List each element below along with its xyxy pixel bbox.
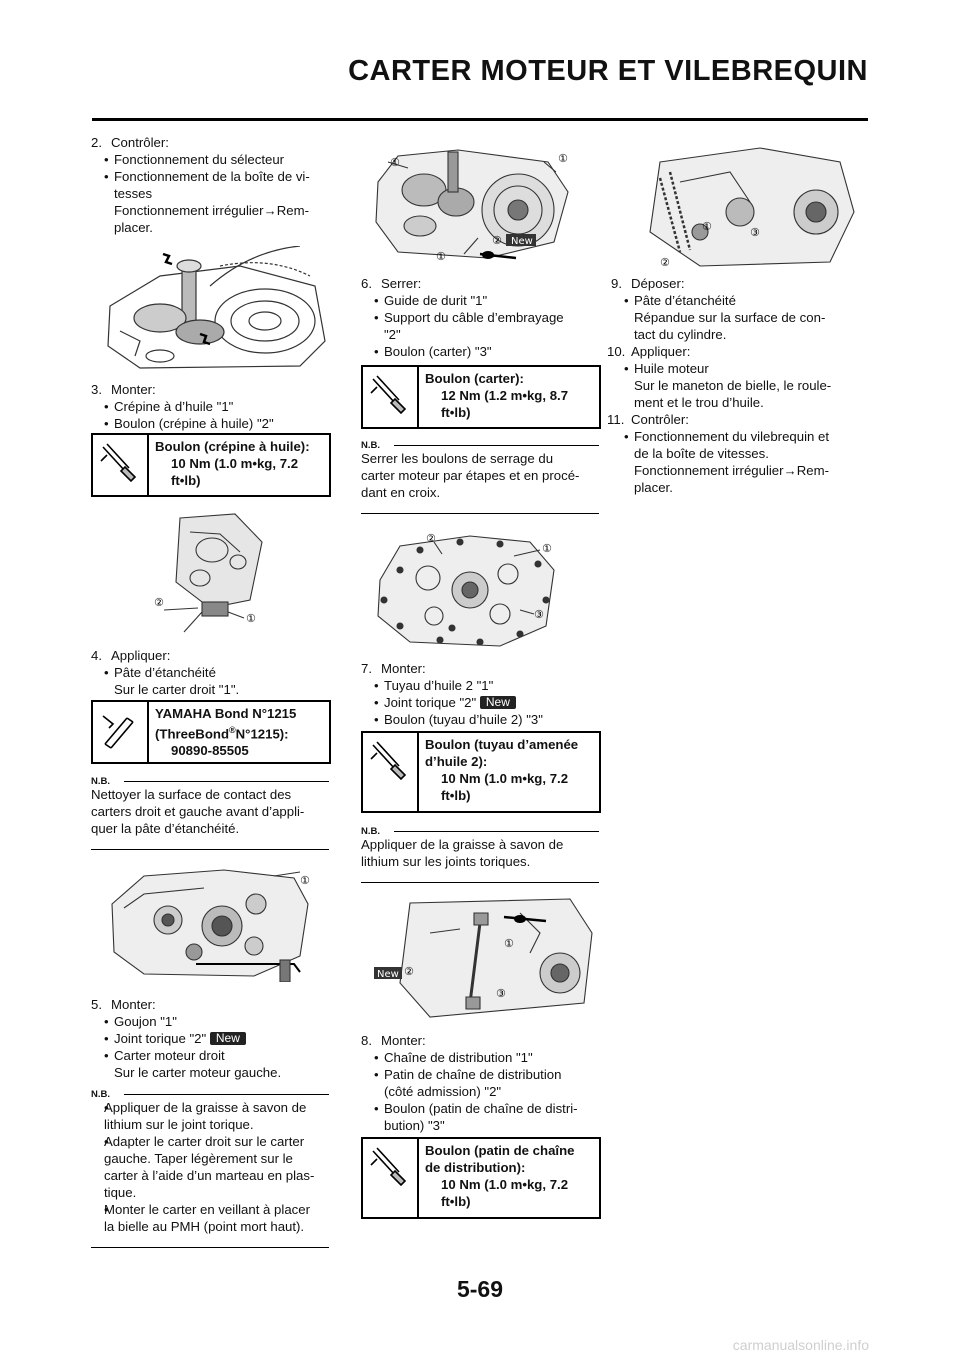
- note-item: • Monter le carter en veillant à placer: [91, 1201, 329, 1218]
- fail-action: Rem-: [276, 203, 309, 218]
- bullet: • Huile moteur: [611, 360, 849, 377]
- registered-mark: ®: [229, 725, 236, 735]
- spec-label: N°1215):: [235, 726, 289, 742]
- spec-value: 10 Nm (1.0 m•kg, 7.2: [441, 1177, 569, 1192]
- bullet: • Chaîne de distribution "1": [361, 1049, 599, 1066]
- note-block-5: [91, 1085, 329, 1248]
- note-heading: N.B.: [361, 826, 380, 837]
- callout-3: ③: [496, 987, 506, 1000]
- callout-2: ②: [404, 965, 414, 978]
- step-number: 9.: [611, 276, 622, 291]
- step-title: Serrer:: [381, 276, 422, 291]
- spec-value-cont: ft•lb): [441, 1194, 471, 1209]
- column-1-step4: [91, 647, 329, 698]
- column-1-step3: [91, 381, 329, 432]
- note-line: quer la pâte d’étanchéité.: [91, 821, 240, 836]
- callout-1: ①: [558, 152, 568, 165]
- note-block-6: [361, 436, 599, 514]
- note-line: dant en croix.: [361, 485, 441, 500]
- figure-oil-strainer: [150, 512, 270, 640]
- callout-3: ③: [750, 226, 760, 239]
- column-3: [607, 275, 849, 496]
- note-item-cont: la bielle au PMH (point mort haut).: [104, 1219, 305, 1234]
- note-heading: N.B.: [91, 1089, 110, 1100]
- spec-label: Boulon (carter):: [425, 371, 524, 386]
- step-title: Contrôler:: [631, 412, 689, 427]
- page-title: CARTER MOTEUR ET VILEBREQUIN: [348, 55, 868, 87]
- sealant-tube-icon: [93, 702, 149, 762]
- column-2-step6: [361, 275, 599, 360]
- bullet: [91, 1030, 329, 1047]
- step-title: Monter:: [381, 1033, 426, 1048]
- bullet-cont: tesses: [114, 186, 153, 201]
- spec-value: 10 Nm (1.0 m•kg, 7.2: [171, 456, 299, 471]
- fail-line: [91, 202, 329, 219]
- watermark: carmanualsonline.info: [732, 1337, 869, 1353]
- fail-text: Fonctionnement irrégulier: [114, 203, 264, 218]
- bullet-sub: Sur le carter moteur gauche.: [114, 1065, 282, 1080]
- step-number: 4.: [91, 648, 102, 663]
- note-line: Appliquer de la graisse à savon de: [361, 837, 564, 852]
- note-heading: N.B.: [91, 776, 110, 787]
- spec-label: (ThreeBond: [155, 726, 229, 742]
- step-title: Appliquer:: [111, 648, 171, 663]
- new-part-badge: New: [480, 696, 516, 709]
- spec-label: YAMAHA Bond N°1215: [155, 706, 297, 721]
- note-item-cont: tique.: [104, 1185, 137, 1200]
- bullet: • Pâte d’étanchéité: [91, 664, 329, 681]
- column-1-step5: [91, 996, 329, 1081]
- note-line: Nettoyer la surface de contact des: [91, 787, 292, 802]
- spec-value-cont: ft•lb): [441, 405, 471, 420]
- spec-label: d’huile 2):: [425, 754, 488, 769]
- step-number: 8.: [361, 1033, 372, 1048]
- spec-value-cont: ft•lb): [171, 473, 201, 488]
- bullet-sub: tact du cylindre.: [634, 327, 727, 342]
- spec-value: 12 Nm (1.2 m•kg, 8.7: [441, 388, 569, 403]
- note-item-cont: lithium sur le joint torique.: [104, 1117, 254, 1132]
- note-item-cont: gauche. Taper légèrement sur le: [104, 1151, 293, 1166]
- bullet: • Boulon (carter) "3": [361, 343, 599, 360]
- bullet-sub: Sur le carter droit "1".: [114, 682, 240, 697]
- callout-2: ②: [492, 234, 502, 247]
- note-line: Serrer les boulons de serrage du: [361, 451, 554, 466]
- note-item: • Appliquer de la graisse à savon de: [91, 1099, 329, 1116]
- bullet-text: Joint torique "2": [384, 695, 477, 710]
- step-number: 2.: [91, 135, 102, 150]
- step-number: 6.: [361, 276, 372, 291]
- torque-wrench-icon: [93, 435, 149, 495]
- bullet-cont: bution) "3": [384, 1118, 445, 1133]
- torque-spec-crankcase-bolt: [361, 365, 601, 429]
- spec-part-number: 90890-85505: [171, 743, 249, 759]
- note-line: carters droit et gauche avant d’appli-: [91, 804, 305, 819]
- note-block-7: [361, 822, 599, 883]
- figure-crankcase-bolt-pattern: [370, 530, 570, 652]
- bullet-text: Joint torique "2": [114, 1031, 207, 1046]
- bullet: • Boulon (crépine à huile) "2": [91, 415, 329, 432]
- bullet-sub: ment et le trou d’huile.: [634, 395, 764, 410]
- bullet-cont: de la boîte de vitesses.: [634, 446, 769, 461]
- bullet: • Pâte d’étanchéité: [611, 292, 849, 309]
- callout-1: ①: [436, 250, 446, 263]
- step-title: Déposer:: [631, 276, 685, 291]
- bullet: • Fonctionnement du sélecteur: [91, 151, 329, 168]
- note-item-cont: carter à l’aide d’un marteau en plas-: [104, 1168, 315, 1183]
- fail-line: [611, 462, 849, 479]
- step-number: 10.: [607, 344, 626, 359]
- torque-wrench-icon: [363, 367, 419, 427]
- column-2-step7: [361, 660, 599, 728]
- torque-wrench-icon: [363, 733, 419, 811]
- step-number: 11.: [607, 412, 625, 427]
- bullet-cont: (côté admission) "2": [384, 1084, 502, 1099]
- bullet: • Fonctionnement du vilebrequin et: [611, 428, 849, 445]
- bullet: • Carter moteur droit: [91, 1047, 329, 1064]
- figure-crankcase-top: [368, 142, 578, 270]
- callout-1: ①: [390, 156, 400, 169]
- callout-1: ①: [300, 874, 310, 887]
- step-2: [91, 134, 329, 236]
- step-number: 7.: [361, 661, 372, 676]
- step-number: 3.: [91, 382, 102, 397]
- note-line: lithium sur les joints toriques.: [361, 854, 531, 869]
- fail-line-cont: placer.: [634, 480, 673, 495]
- step-title: Appliquer:: [631, 344, 691, 359]
- bullet: • Boulon (tuyau d’huile 2) "3": [361, 711, 599, 728]
- bullet: • Guide de durit "1": [361, 292, 599, 309]
- title-rule: [92, 118, 868, 121]
- column-2-step8: [361, 1032, 599, 1134]
- arrow-icon: →: [263, 203, 277, 218]
- step-title: Monter:: [381, 661, 426, 676]
- column-1: [91, 134, 329, 236]
- step-title: Monter:: [111, 382, 156, 397]
- new-part-badge: New: [511, 236, 533, 247]
- fail-action: Rem-: [796, 463, 829, 478]
- callout-2: ②: [154, 596, 164, 609]
- callout-2: ②: [660, 256, 670, 269]
- spec-value-cont: ft•lb): [441, 788, 471, 803]
- spec-label: Boulon (tuyau d’amenée: [425, 737, 579, 752]
- bullet-sub: Sur le maneton de bielle, le roule-: [634, 378, 832, 393]
- torque-spec-oil-pipe-bolt: [361, 731, 601, 813]
- callout-1: ①: [504, 937, 514, 950]
- note-line: carter moteur par étapes et en procé-: [361, 468, 580, 483]
- bullet: • Boulon (patin de chaîne de distri-: [361, 1100, 599, 1117]
- figure-crankcase-sealant: [104, 864, 326, 982]
- figure-timing-chain: [640, 142, 860, 272]
- torque-wrench-icon: [363, 1139, 419, 1217]
- bullet-cont: "2": [384, 327, 401, 342]
- note-heading: N.B.: [361, 440, 380, 451]
- callout-1: ①: [542, 542, 552, 555]
- callout-1: ①: [702, 220, 712, 233]
- callout-2: ②: [426, 532, 436, 545]
- fail-text: Fonctionnement irrégulier: [634, 463, 784, 478]
- bullet: • Tuyau d’huile 2 "1": [361, 677, 599, 694]
- bullet: [361, 694, 599, 711]
- bullet-sub: Répandue sur la surface de con-: [634, 310, 826, 325]
- spec-value: 10 Nm (1.0 m•kg, 7.2: [441, 771, 569, 786]
- bullet: • Patin de chaîne de distribution: [361, 1066, 599, 1083]
- spec-label: Boulon (crépine à huile):: [155, 439, 310, 454]
- figure-oil-pipe: [370, 893, 600, 1023]
- torque-spec-oil-strainer-bolt: [91, 433, 331, 497]
- figure-selector-check: [100, 246, 330, 372]
- new-part-badge: New: [210, 1032, 246, 1045]
- bullet: • Support du câble d’embrayage: [361, 309, 599, 326]
- fail-line-cont: placer.: [114, 220, 153, 235]
- spec-label: de distribution):: [425, 1160, 526, 1175]
- step-number: 5.: [91, 997, 102, 1012]
- note-item: • Adapter le carter droit sur le carter: [91, 1133, 329, 1150]
- note-block-4: [91, 772, 329, 850]
- torque-spec-chain-guide-bolt: [361, 1137, 601, 1219]
- step-title: Contrôler:: [111, 135, 169, 150]
- bullet: • Crépine à d’huile "1": [91, 398, 329, 415]
- step-title: Monter:: [111, 997, 156, 1012]
- new-part-badge: New: [377, 969, 399, 980]
- arrow-icon: →: [783, 463, 797, 478]
- callout-1: ①: [246, 612, 256, 625]
- page-number: 5-69: [456, 1276, 504, 1302]
- bullet: • Fonctionnement de la boîte de vi-: [91, 168, 329, 185]
- sealant-spec: [91, 700, 331, 764]
- callout-3: ③: [534, 608, 544, 621]
- spec-label: Boulon (patin de chaîne: [425, 1143, 575, 1158]
- bullet: • Goujon "1": [91, 1013, 329, 1030]
